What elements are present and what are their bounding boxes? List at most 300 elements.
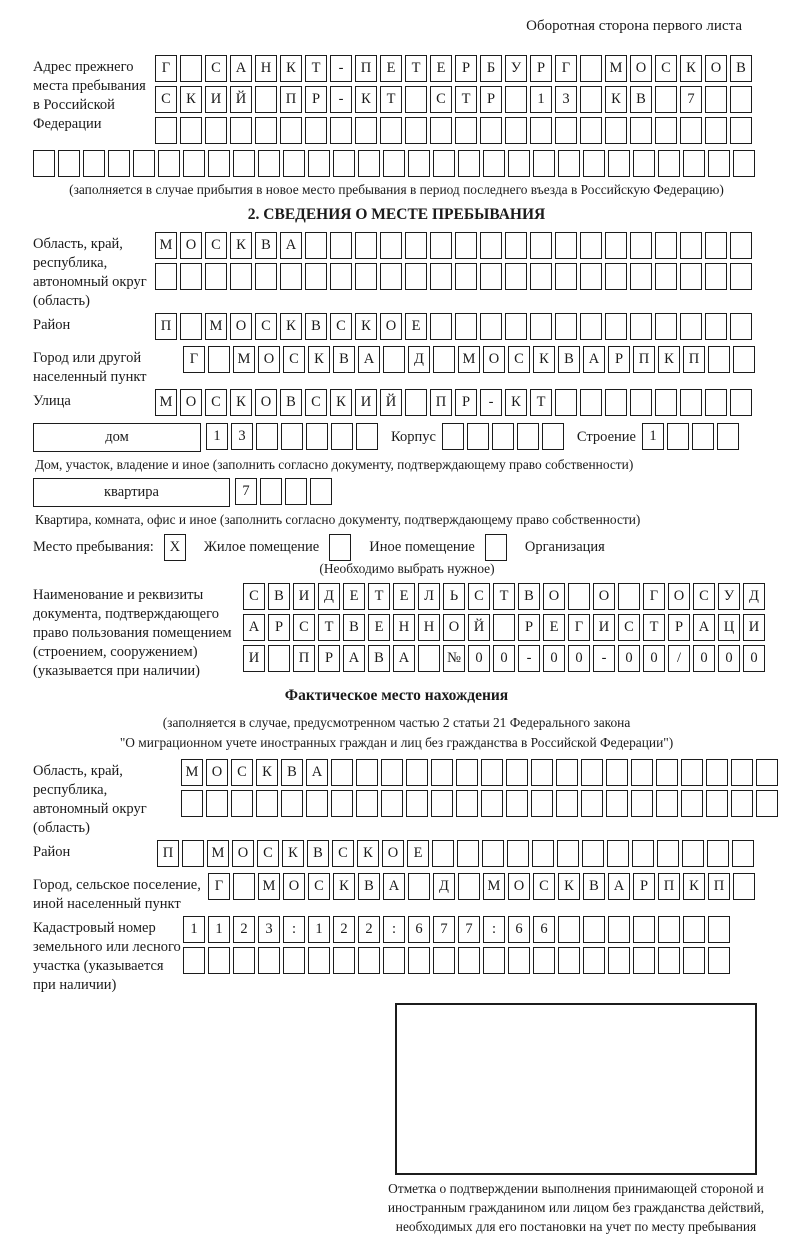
option-residential-label: Жилое помещение: [203, 539, 320, 555]
char-box: -: [480, 389, 502, 416]
char-box: [356, 759, 378, 786]
char-box: [658, 150, 680, 177]
char-box: [733, 346, 755, 373]
char-box: [630, 389, 652, 416]
char-box: [493, 614, 515, 641]
char-box: К: [230, 389, 252, 416]
char-box: С: [205, 389, 227, 416]
char-box: П: [683, 346, 705, 373]
char-box: Р: [455, 55, 477, 82]
char-box: [580, 55, 602, 82]
char-box: 6: [408, 916, 430, 943]
char-box-row: [243, 583, 768, 610]
char-box: 0: [718, 645, 740, 672]
char-box: /: [668, 645, 690, 672]
city-label: Город или другой населенный пункт: [33, 350, 147, 385]
char-box: [480, 313, 502, 340]
char-box: [405, 117, 427, 144]
char-box: [208, 947, 230, 974]
char-box: С: [243, 583, 265, 610]
char-box: М: [605, 55, 627, 82]
char-box: О: [483, 346, 505, 373]
char-box: [580, 86, 602, 113]
char-box: [531, 759, 553, 786]
char-box: [605, 263, 627, 290]
char-box: -: [518, 645, 540, 672]
char-box: [581, 759, 603, 786]
apartment-number-boxes: [235, 478, 335, 505]
char-box: [555, 232, 577, 259]
char-box: С: [618, 614, 640, 641]
char-box: Р: [455, 389, 477, 416]
char-box: А: [306, 759, 328, 786]
char-box: [505, 117, 527, 144]
char-box: 7: [433, 916, 455, 943]
char-box: [283, 947, 305, 974]
char-box: С: [255, 313, 277, 340]
char-box: [630, 117, 652, 144]
actual-city-row: [33, 873, 760, 914]
char-box-row: [155, 232, 755, 259]
char-box: Е: [343, 583, 365, 610]
char-box: К: [558, 873, 580, 900]
char-box: [330, 232, 352, 259]
char-box: Н: [393, 614, 415, 641]
char-box: [83, 150, 105, 177]
char-box: [457, 840, 479, 867]
char-box: [730, 86, 752, 113]
char-box: 1: [206, 423, 228, 450]
checkbox-organization: [485, 534, 507, 561]
char-box: [705, 389, 727, 416]
char-box: Р: [318, 645, 340, 672]
char-box: [658, 947, 680, 974]
char-box: 2: [358, 916, 380, 943]
char-box: 1: [308, 916, 330, 943]
char-box: [455, 263, 477, 290]
char-box: К: [333, 873, 355, 900]
char-box: [433, 346, 455, 373]
char-box: :: [383, 916, 405, 943]
char-box: К: [605, 86, 627, 113]
char-box: [306, 423, 328, 450]
char-box: 7: [680, 86, 702, 113]
char-box: [708, 150, 730, 177]
char-box: [180, 55, 202, 82]
char-box-row: [155, 389, 755, 416]
char-box: [330, 117, 352, 144]
char-box: [268, 645, 290, 672]
char-box: К: [180, 86, 202, 113]
stay-type-caption: (Необходимо выбрать нужное): [319, 561, 495, 576]
apartment-type-box: квартира: [33, 478, 230, 507]
char-box: [583, 916, 605, 943]
apartment-caption: Квартира, комната, офис и иное (заполнить согласно документу, подтверждающему право собственности): [35, 512, 641, 527]
cadastral-row: [33, 916, 760, 995]
char-box: В: [368, 645, 390, 672]
char-box-row: [183, 916, 733, 943]
char-box: [683, 916, 705, 943]
char-box: [558, 150, 580, 177]
char-box: Р: [633, 873, 655, 900]
char-box: [655, 263, 677, 290]
char-box: Б: [480, 55, 502, 82]
char-box: [508, 947, 530, 974]
char-box: 3: [555, 86, 577, 113]
char-box: П: [280, 86, 302, 113]
char-box: [557, 840, 579, 867]
char-box: [633, 916, 655, 943]
char-box: 0: [743, 645, 765, 672]
char-box: [358, 947, 380, 974]
char-box: [505, 232, 527, 259]
char-box: [455, 232, 477, 259]
char-box: [380, 232, 402, 259]
char-box: -: [330, 55, 352, 82]
char-box: М: [155, 389, 177, 416]
char-box: М: [181, 759, 203, 786]
char-box: Д: [433, 873, 455, 900]
char-box: [708, 916, 730, 943]
char-box: [730, 263, 752, 290]
char-box: [605, 232, 627, 259]
prev-address-caption: (заполняется в случае прибытия в новое место пребывания в период последнего въезда в Российскую Федерацию): [69, 182, 724, 197]
char-box: [631, 759, 653, 786]
section2-title: 2. СВЕДЕНИЯ О МЕСТЕ ПРЕБЫВАНИЯ: [247, 206, 546, 223]
char-box: [607, 840, 629, 867]
char-box: 6: [533, 916, 555, 943]
char-box: Р: [668, 614, 690, 641]
char-box: [405, 263, 427, 290]
korpus-label: Корпус: [391, 429, 436, 445]
house-caption: Дом, участок, владение и иное (заполнить согласно документу, подтверждающему право собственности): [35, 457, 634, 472]
char-box: [455, 313, 477, 340]
char-box: [483, 947, 505, 974]
char-box: [667, 423, 689, 450]
char-box: Е: [393, 583, 415, 610]
char-box: О: [705, 55, 727, 82]
char-box: [582, 840, 604, 867]
char-box: 2: [233, 916, 255, 943]
char-box: [405, 86, 427, 113]
cadastral-cells: [183, 916, 733, 978]
char-box: [656, 759, 678, 786]
actual-district-label: Район: [33, 844, 71, 860]
char-box: [530, 232, 552, 259]
char-box: [655, 86, 677, 113]
char-box: 0: [618, 645, 640, 672]
char-box: О: [180, 232, 202, 259]
char-box: [406, 759, 428, 786]
char-box: [533, 947, 555, 974]
char-box: [608, 150, 630, 177]
char-box-row: [155, 263, 755, 290]
char-box: Т: [368, 583, 390, 610]
char-box: [605, 117, 627, 144]
stroenie-label: Строение: [576, 429, 636, 445]
char-box: В: [730, 55, 752, 82]
char-box: Й: [230, 86, 252, 113]
char-box: [506, 759, 528, 786]
char-box: И: [243, 645, 265, 672]
char-box: С: [205, 232, 227, 259]
char-box: [507, 840, 529, 867]
char-box: [705, 232, 727, 259]
actual-location-caption-line1: (заполняется в случае, предусмотренном частью 2 статьи 21 Федерального закона: [162, 715, 631, 730]
street-label: Улица: [33, 393, 71, 409]
char-box: [258, 150, 280, 177]
char-box: [708, 947, 730, 974]
actual-region-cells: [181, 759, 781, 821]
char-box: [355, 117, 377, 144]
char-box: [255, 117, 277, 144]
char-box: А: [358, 346, 380, 373]
char-box: [580, 263, 602, 290]
char-box: [556, 759, 578, 786]
char-box: Т: [455, 86, 477, 113]
ownership-document-label: Наименование и реквизиты документа, подтверждающего право пользования помещением (строением, сооружением) (указывается при наличии): [33, 587, 232, 679]
char-box: [180, 263, 202, 290]
char-box: [356, 423, 378, 450]
char-box: О: [630, 55, 652, 82]
char-box: Н: [255, 55, 277, 82]
char-box: 1: [183, 916, 205, 943]
char-box: [508, 150, 530, 177]
char-box: [260, 478, 282, 505]
char-box: [580, 117, 602, 144]
char-box: О: [593, 583, 615, 610]
char-box: [530, 263, 552, 290]
char-box: 1: [642, 423, 664, 450]
char-box: [492, 423, 514, 450]
char-box: [283, 150, 305, 177]
char-box: [705, 117, 727, 144]
char-box: С: [205, 55, 227, 82]
char-box: [555, 313, 577, 340]
char-box: :: [283, 916, 305, 943]
char-box: О: [232, 840, 254, 867]
char-box: Г: [155, 55, 177, 82]
char-box: И: [293, 583, 315, 610]
char-box: [655, 313, 677, 340]
char-box: М: [483, 873, 505, 900]
char-box: С: [332, 840, 354, 867]
char-box: Й: [380, 389, 402, 416]
char-box: [205, 263, 227, 290]
char-box: [230, 117, 252, 144]
char-box: [333, 150, 355, 177]
char-box: И: [743, 614, 765, 641]
char-box: [618, 583, 640, 610]
char-box: П: [633, 346, 655, 373]
char-box: [680, 389, 702, 416]
char-box: О: [230, 313, 252, 340]
char-box: 1: [530, 86, 552, 113]
char-box: О: [668, 583, 690, 610]
char-box: [655, 232, 677, 259]
char-box: Р: [530, 55, 552, 82]
char-box-row: [183, 947, 733, 974]
char-box: 1: [208, 916, 230, 943]
char-box: [306, 790, 328, 817]
char-box: 7: [458, 916, 480, 943]
char-box: Р: [268, 614, 290, 641]
char-box: [581, 790, 603, 817]
char-box: [731, 759, 753, 786]
char-box: [730, 117, 752, 144]
char-box: [381, 759, 403, 786]
char-box: :: [483, 916, 505, 943]
char-box: [408, 150, 430, 177]
char-box: [630, 232, 652, 259]
char-box: Т: [405, 55, 427, 82]
char-box: [208, 346, 230, 373]
char-box: О: [543, 583, 565, 610]
char-box: О: [206, 759, 228, 786]
char-box: [458, 947, 480, 974]
char-box: [583, 947, 605, 974]
char-box: Д: [743, 583, 765, 610]
char-box: [630, 313, 652, 340]
char-box: О: [180, 389, 202, 416]
char-box: [333, 947, 355, 974]
char-box: Т: [643, 614, 665, 641]
char-box: [158, 150, 180, 177]
char-box: Е: [430, 55, 452, 82]
char-box: [733, 150, 755, 177]
char-box: [233, 150, 255, 177]
char-box: [680, 117, 702, 144]
char-box: К: [533, 346, 555, 373]
char-box: [430, 232, 452, 259]
char-box: А: [343, 645, 365, 672]
char-box: 3: [258, 916, 280, 943]
char-box: [681, 790, 703, 817]
char-box: В: [333, 346, 355, 373]
char-box: [258, 947, 280, 974]
char-box: [706, 790, 728, 817]
char-box: О: [258, 346, 280, 373]
char-box-row: [181, 759, 781, 786]
char-box: [456, 759, 478, 786]
char-box: -: [330, 86, 352, 113]
district-label: Район: [33, 317, 71, 333]
char-box: Ь: [443, 583, 465, 610]
char-box: [383, 947, 405, 974]
char-box: [680, 232, 702, 259]
char-box: [730, 232, 752, 259]
region-label: Область, край, республика, автономный округ (область): [33, 236, 147, 309]
char-box: [707, 840, 729, 867]
char-box: К: [355, 86, 377, 113]
char-box: [431, 759, 453, 786]
char-box: [705, 263, 727, 290]
char-box: [481, 790, 503, 817]
char-box: В: [343, 614, 365, 641]
house-number-boxes: [206, 423, 381, 450]
actual-region-label: Область, край, республика, автономный округ (область): [33, 763, 147, 836]
char-box: [358, 150, 380, 177]
char-box: [181, 790, 203, 817]
char-box: К: [330, 389, 352, 416]
char-box: [608, 916, 630, 943]
char-box: [330, 263, 352, 290]
char-box: [280, 263, 302, 290]
char-box: [430, 313, 452, 340]
char-box: Т: [305, 55, 327, 82]
char-box: [405, 232, 427, 259]
char-box: [505, 263, 527, 290]
char-box-row: [183, 346, 758, 373]
char-box: [658, 916, 680, 943]
char-box: [408, 873, 430, 900]
char-box: [580, 232, 602, 259]
char-box: [182, 840, 204, 867]
char-box: [380, 263, 402, 290]
char-box: Л: [418, 583, 440, 610]
char-box: Е: [543, 614, 565, 641]
char-box: [558, 916, 580, 943]
char-box: К: [256, 759, 278, 786]
char-box: О: [380, 313, 402, 340]
char-box: Е: [368, 614, 390, 641]
char-box: [655, 117, 677, 144]
ownership-document-row: [33, 583, 760, 681]
char-box: [606, 759, 628, 786]
char-box: М: [258, 873, 280, 900]
char-box: [480, 232, 502, 259]
char-box: 0: [643, 645, 665, 672]
char-box: В: [305, 313, 327, 340]
char-box-row: [157, 840, 757, 867]
cadastral-label: Кадастровый номер земельного или лесного участка (указывается при наличии): [33, 920, 181, 993]
char-box: [583, 150, 605, 177]
char-box: [430, 263, 452, 290]
char-box: Е: [407, 840, 429, 867]
char-box: О: [443, 614, 465, 641]
char-box: К: [658, 346, 680, 373]
char-box: В: [518, 583, 540, 610]
checkbox-other-premises: [329, 534, 351, 561]
char-box: О: [382, 840, 404, 867]
char-box: И: [355, 389, 377, 416]
char-box-row: [155, 86, 755, 113]
char-box: [285, 478, 307, 505]
char-box: [692, 423, 714, 450]
stay-type-label: Место пребывания:: [33, 539, 154, 555]
char-box: [433, 947, 455, 974]
char-box: [706, 759, 728, 786]
char-box-row: [208, 873, 758, 900]
char-box: К: [357, 840, 379, 867]
char-box: Г: [643, 583, 665, 610]
char-box: [480, 117, 502, 144]
char-box: [381, 790, 403, 817]
char-box: Г: [568, 614, 590, 641]
char-box: К: [683, 873, 705, 900]
char-box: [555, 263, 577, 290]
char-box: Г: [183, 346, 205, 373]
char-box: [308, 150, 330, 177]
char-box: А: [583, 346, 605, 373]
char-box: 2: [333, 916, 355, 943]
char-box: [281, 790, 303, 817]
char-box: В: [307, 840, 329, 867]
char-box: [731, 790, 753, 817]
registration-stamp-box: [395, 1003, 757, 1175]
char-box: [705, 86, 727, 113]
char-box: [756, 759, 778, 786]
